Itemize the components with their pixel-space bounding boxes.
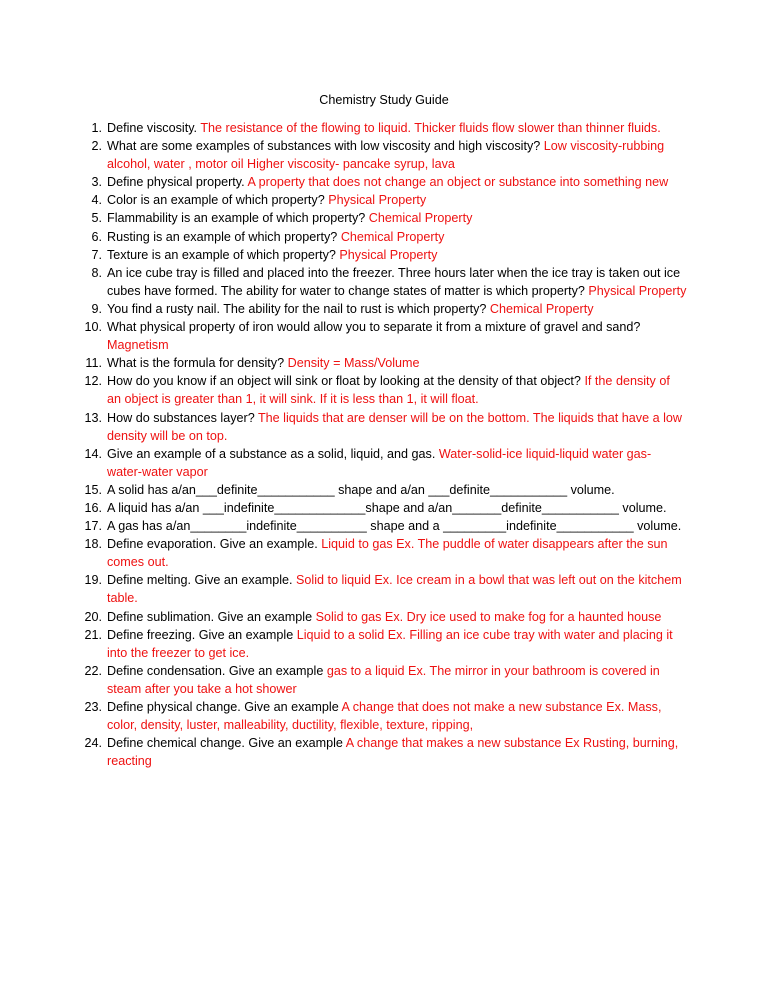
answer-text: Physical Property	[588, 283, 687, 298]
item-number: 24.	[84, 736, 102, 751]
item-number: 5.	[91, 211, 102, 226]
question-text: A solid has a/an___definite___________ shape and a/an ___definite___________ volume.	[107, 482, 615, 497]
item-number: 10.	[84, 320, 102, 335]
item-number: 9.	[91, 301, 102, 316]
question-text: Define sublimation. Give an example	[107, 609, 316, 624]
list-item	[91, 246, 687, 264]
item-number: 7.	[91, 247, 102, 262]
question-list	[84, 119, 687, 770]
answer-text: Physical Property	[339, 247, 438, 262]
answer-text: Liquid to gas Ex. The puddle of water disappears after the sun comes out.	[107, 537, 668, 570]
list-item	[84, 571, 687, 607]
item-number: 20.	[84, 609, 102, 624]
question-text: Rusting is an example of which property?	[107, 229, 341, 244]
list-item	[91, 191, 687, 209]
list-item	[84, 499, 687, 517]
answer-text: If the density of an object is greater than 1, it will sink. If it is less than 1, it will float.	[107, 374, 670, 407]
answer-text: Solid to gas Ex. Dry ice used to make fog for a haunted house	[315, 609, 662, 624]
question-text: Define evaporation. Give an example.	[107, 537, 322, 552]
answer-text: A change that makes a new substance Ex Rusting, burning, reacting	[107, 736, 679, 769]
question-text: Flammability is an example of which property?	[107, 211, 369, 226]
item-number: 12.	[84, 374, 102, 389]
item-number: 8.	[91, 265, 102, 280]
answer-text: A change that does not make a new substance Ex. Mass, color, density, luster, malleability, ductility, flexible, texture, ripping,	[107, 700, 662, 733]
item-number: 11.	[85, 356, 102, 371]
answer-text: Magnetism	[107, 338, 169, 353]
question-text: A gas has a/an________indefinite__________ shape and a _________indefinite___________ volume.	[107, 519, 682, 534]
list-item	[84, 698, 687, 734]
question-text: Texture is an example of which property?	[107, 247, 340, 262]
list-item	[84, 409, 687, 445]
answer-text: Low viscosity-rubbing alcohol, water , motor oil Higher viscosity- pancake syrup, lava	[107, 139, 665, 172]
question-text: Define viscosity.	[107, 121, 201, 135]
list-item	[91, 300, 687, 318]
answer-text: Density = Mass/Volume	[287, 356, 420, 371]
answer-text: Liquid to a solid Ex. Filling an ice cube tray with water and placing it into the freezer to get ice.	[107, 627, 673, 660]
question-text: Define chemical change. Give an example	[107, 736, 346, 751]
question-text: Give an example of a substance as a solid, liquid, and gas.	[107, 446, 439, 461]
list-item	[91, 119, 687, 137]
item-number: 16.	[84, 500, 102, 515]
answer-text: The liquids that are denser will be on the bottom. The liquids that have a low density will be on top.	[107, 410, 682, 443]
item-number: 6.	[91, 229, 102, 244]
item-number: 4.	[91, 193, 102, 208]
item-number: 21.	[84, 627, 102, 642]
list-item	[91, 228, 687, 246]
question-text: Color is an example of which property?	[107, 193, 329, 208]
list-item	[84, 626, 687, 662]
answer-text: gas to a liquid Ex. The mirror in your bathroom is covered in steam after you take a hot shower	[107, 663, 660, 696]
list-item	[84, 445, 687, 481]
question-text: A liquid has a/an ___indefinite_____________shape and a/an_______definite___________ volume.	[107, 500, 667, 515]
item-number: 23.	[84, 700, 102, 714]
question-text: What are some examples of substances with low viscosity and high viscosity?	[107, 139, 544, 154]
answer-text: A property that does not change an object or substance into something new	[247, 175, 669, 190]
list-item	[91, 173, 687, 191]
list-item	[84, 517, 687, 535]
item-number: 14.	[84, 446, 102, 461]
item-number: 18.	[84, 537, 102, 552]
item-number: 19.	[84, 573, 102, 588]
list-item	[91, 264, 687, 300]
page-title: Chemistry Study Guide	[319, 93, 449, 107]
question-text: What physical property of iron would allow you to separate it from a mixture of gravel and sand?	[107, 320, 641, 335]
question-text: You find a rusty nail. The ability for the nail to rust is which property?	[107, 301, 490, 316]
question-text: How do substances layer?	[107, 410, 258, 425]
list-item	[84, 535, 687, 571]
answer-text: Physical Property	[328, 193, 427, 208]
answer-text: Water-solid-ice liquid-liquid water gas- water-water vapor	[107, 446, 652, 479]
list-item	[84, 662, 687, 698]
answer-text: Solid to liquid Ex. Ice cream in a bowl that was left out on the kitchem table.	[107, 573, 682, 606]
item-number: 13.	[84, 410, 102, 425]
list-item	[84, 608, 687, 626]
question-text: An ice cube tray is filled and placed into the freezer. Three hours later when the ice tray is taken out ice cubes have formed. The ability for water to change states of matter is which property?	[107, 265, 681, 298]
item-number: 22.	[84, 663, 102, 678]
list-item	[84, 372, 687, 408]
question-text: Define physical property.	[107, 175, 248, 190]
list-item	[84, 734, 687, 770]
list-item	[84, 318, 687, 354]
question-text: Define physical change. Give an example	[107, 700, 342, 714]
item-number: 1.	[91, 121, 102, 135]
answer-text: Chemical Property	[368, 211, 473, 226]
answer-text: The resistance of the flowing to liquid. Thicker fluids flow slower than thinner fluids.	[200, 121, 661, 135]
question-text: What is the formula for density?	[107, 356, 288, 371]
item-number: 3.	[91, 175, 102, 190]
answer-text: Chemical Property	[489, 301, 594, 316]
question-text: Define freezing. Give an example	[107, 627, 297, 642]
list-item	[91, 137, 687, 173]
item-number: 2.	[91, 139, 102, 154]
question-text: Define melting. Give an example.	[107, 573, 296, 588]
item-number: 15.	[84, 482, 102, 497]
item-number: 17.	[84, 519, 102, 534]
list-item	[84, 481, 687, 499]
answer-text: Chemical Property	[340, 229, 445, 244]
question-text: Define condensation. Give an example	[107, 663, 327, 678]
list-item	[85, 354, 687, 372]
list-item	[91, 209, 687, 227]
question-text: How do you know if an object will sink or float by looking at the density of that object?	[107, 374, 585, 389]
